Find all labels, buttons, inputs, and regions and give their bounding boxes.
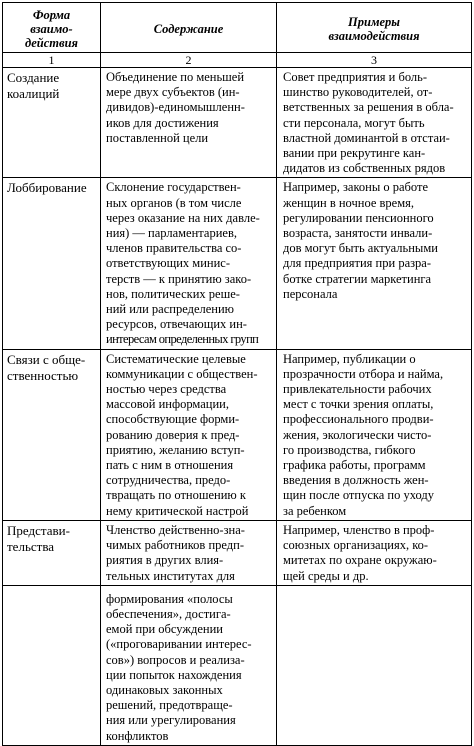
examples-cell — [277, 68, 472, 178]
examples-cell — [277, 349, 472, 520]
text-line: ботке стратегии маркетинга — [283, 271, 432, 286]
header-content — [101, 3, 277, 53]
text-line: шинство руководителей, от- — [283, 85, 433, 100]
form-cell — [3, 178, 101, 349]
text-line: Совет предприятия и боль- — [283, 70, 428, 84]
text-line: прозрачности отбора и найма, — [283, 366, 444, 381]
text-line: Склонение государствен- — [106, 180, 241, 195]
text-line: ностью через средства — [106, 382, 227, 397]
text-line: за ребенком — [283, 503, 347, 518]
content-cell — [101, 585, 277, 745]
text-line: ственностью — [7, 367, 79, 383]
text-line: одинаковых законных — [106, 682, 223, 697]
text-line: привлекательности рабочих — [283, 382, 432, 397]
text-line: Членство действенно-зна- — [106, 522, 245, 537]
text-line: Лоббирование — [7, 180, 87, 196]
column-numbers-row — [3, 53, 472, 68]
table-row — [3, 349, 472, 520]
text-line: возраста, занятости инвали- — [283, 226, 433, 241]
header-line: действия — [25, 35, 78, 50]
text-line: профессионального продви- — [283, 412, 434, 427]
text-line: жения, экологически чисто- — [283, 427, 432, 442]
text-line: го производства, гибкого — [283, 442, 416, 457]
table-row-continuation — [3, 585, 472, 745]
form-cell — [3, 68, 101, 178]
header-form — [3, 3, 101, 53]
content-cell — [101, 520, 277, 585]
text-line: мере двух субъектов (ин- — [106, 85, 240, 100]
header-line: взаимо- — [30, 21, 73, 36]
form-cell — [3, 520, 101, 585]
text-line: ных органов (в том числе — [106, 195, 242, 210]
text-line: риятия в других влия- — [106, 553, 224, 568]
examples-cell — [277, 520, 472, 585]
header-examples — [277, 3, 472, 53]
text-line: рованию доверия к пред- — [106, 427, 240, 442]
text-line: сотрудничества, предо- — [106, 473, 231, 488]
text-line: коалиций — [7, 86, 60, 101]
header-line: Форма — [32, 7, 71, 22]
examples-cell — [277, 585, 472, 745]
text-line: дов могут быть актуальными — [283, 241, 438, 256]
text-line: нов, политических реше- — [106, 286, 240, 301]
text-line: ветственных за решения в обла- — [283, 100, 454, 115]
text-line: членов правительства со- — [106, 241, 242, 256]
text-line: («проговаривании интерес- — [106, 637, 252, 652]
text-line: персонала — [283, 286, 338, 301]
text-line: чимых работников предп- — [106, 538, 244, 553]
text-line: твращать по отношению к — [106, 488, 246, 503]
text-line: коммуникации с обществен- — [106, 366, 258, 381]
text-line: женщин в ночное время, — [283, 195, 415, 210]
text-line: тельства — [7, 538, 55, 554]
text-line: иков для достижения — [106, 115, 219, 130]
text-line: сов») вопросов и реализа- — [106, 652, 245, 667]
text-line: интересам определенных групп — [106, 332, 259, 347]
text-line: терств — к принятию зако- — [106, 271, 252, 286]
text-line: щей среды и др. — [283, 568, 369, 583]
text-line: митетах по охране окружаю- — [283, 553, 437, 568]
text-line: ресурсов, отвечающих ин- — [106, 317, 247, 332]
text-line: Систематические целевые — [106, 351, 246, 366]
text-line: нему критической настрой — [106, 503, 249, 518]
form-cell — [3, 349, 101, 520]
text-line: дивидов)-единомышленн- — [106, 100, 245, 115]
text-line: щин после отпуска по уходу — [283, 488, 435, 503]
text-line: Представи- — [7, 522, 70, 538]
examples-cell — [277, 178, 472, 349]
column-number: 1 — [3, 53, 101, 68]
text-line: Объединение по меньшей — [106, 70, 245, 84]
text-line: через оказание на них давле- — [106, 210, 260, 225]
text-line: емой при обсуждении — [106, 622, 223, 637]
form-cell — [3, 585, 101, 745]
text-line: вании при рекрутинге кан- — [283, 146, 426, 161]
text-line: пать с ним в отношения — [106, 458, 234, 473]
text-line: властной доминантой в отстаи- — [283, 130, 450, 145]
text-line: ответствующих минис- — [106, 256, 230, 271]
text-line: ний или распределению — [106, 302, 235, 317]
column-number: 2 — [101, 53, 277, 68]
text-line: Связи с обще- — [7, 351, 86, 367]
text-line: способствующие форми- — [106, 412, 240, 427]
text-line: приятию, желанию вступ- — [106, 442, 245, 457]
text-line: введения в должность жен- — [283, 473, 429, 488]
text-line: сти персонала, могут быть — [283, 115, 425, 130]
text-line: Создание — [7, 70, 60, 85]
content-cell — [101, 349, 277, 520]
header-line: Содержание — [153, 21, 224, 36]
text-line: для предприятия при разра- — [283, 256, 432, 271]
text-line: союзных организациях, ко- — [283, 538, 429, 553]
interaction-forms-table — [2, 2, 472, 746]
content-cell — [101, 178, 277, 349]
header-line: взаимодействия — [328, 28, 420, 43]
header-row — [3, 3, 472, 53]
text-line: поставленной цели — [106, 130, 209, 145]
text-line: ния) — парламентариев, — [106, 226, 237, 241]
content-cell — [101, 68, 277, 178]
text-line: ции попыток нахождения — [106, 667, 242, 682]
text-line: тельных институтах для — [106, 568, 235, 583]
text-line: Например, публикации о — [283, 351, 416, 366]
text-line: Например, членство в проф- — [283, 522, 435, 537]
text-line: формирования «полосы — [106, 591, 233, 606]
text-line: массовой информации, — [106, 397, 229, 412]
table-row — [3, 68, 472, 178]
text-line: Например, законы о работе — [283, 180, 429, 195]
text-line: мест с точки зрения оплаты, — [283, 397, 434, 412]
table-row — [3, 178, 472, 349]
column-number: 3 — [277, 53, 472, 68]
text-line: графика работы, программ — [283, 458, 426, 473]
text-line: регулировании пенсионного — [283, 210, 434, 225]
text-line: ния или урегулирования — [106, 713, 236, 728]
text-line: решений, предотвраще- — [106, 698, 233, 713]
text-line: обеспечения», достига- — [106, 606, 231, 621]
text-line: конфликтов — [106, 728, 169, 743]
table-row — [3, 520, 472, 585]
text-line: дидатов из собственных рядов — [283, 161, 446, 176]
header-line: Примеры — [348, 14, 400, 29]
